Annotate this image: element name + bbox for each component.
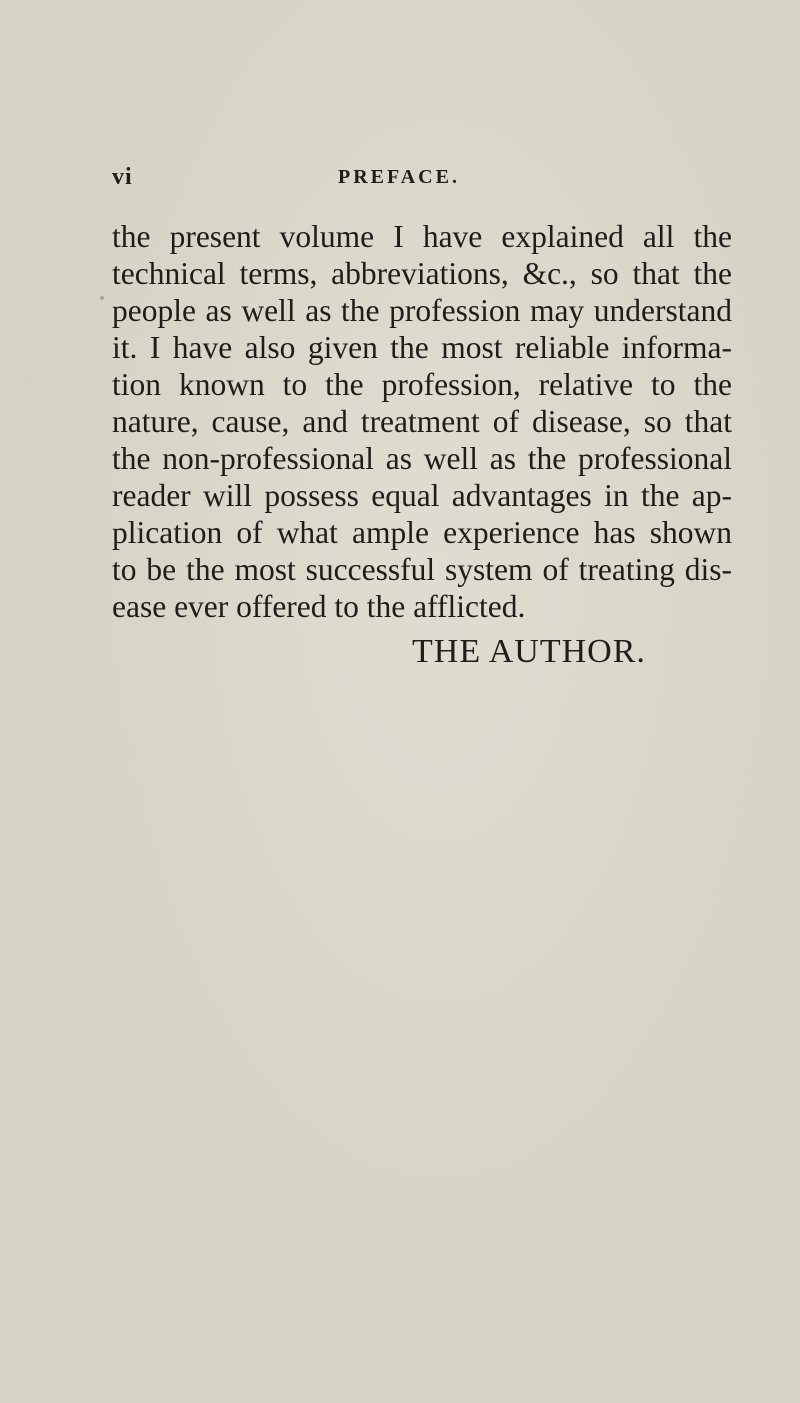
text-line: tion known to the profession, relative to the: [112, 367, 732, 402]
text-line: reader will possess equal advantages in the ap-: [112, 478, 732, 513]
running-head: [112, 164, 672, 200]
text-line: to be the most successful system of treating dis-: [112, 552, 732, 587]
text-line: plication of what ample experience has shown: [112, 515, 732, 550]
preface-paragraph: [112, 218, 732, 625]
text-line: the non-professional as well as the professional: [112, 441, 732, 476]
text-line: nature, cause, and treatment of disease, so that: [112, 404, 732, 439]
text-line: the present volume I have explained all the: [112, 219, 732, 254]
page-number: vi: [112, 164, 133, 190]
running-title: PREFACE.: [338, 166, 460, 188]
text-line: ease ever offered to the afflicted.: [112, 589, 526, 624]
text-line: people as well as the profession may understand: [112, 293, 732, 328]
author-signature: THE AUTHOR.: [412, 633, 646, 670]
text-line: it. I have also given the most reliable informa-: [112, 330, 732, 365]
text-line: technical terms, abbreviations, &c., so that the: [112, 256, 732, 291]
paper-speck: [100, 296, 104, 300]
